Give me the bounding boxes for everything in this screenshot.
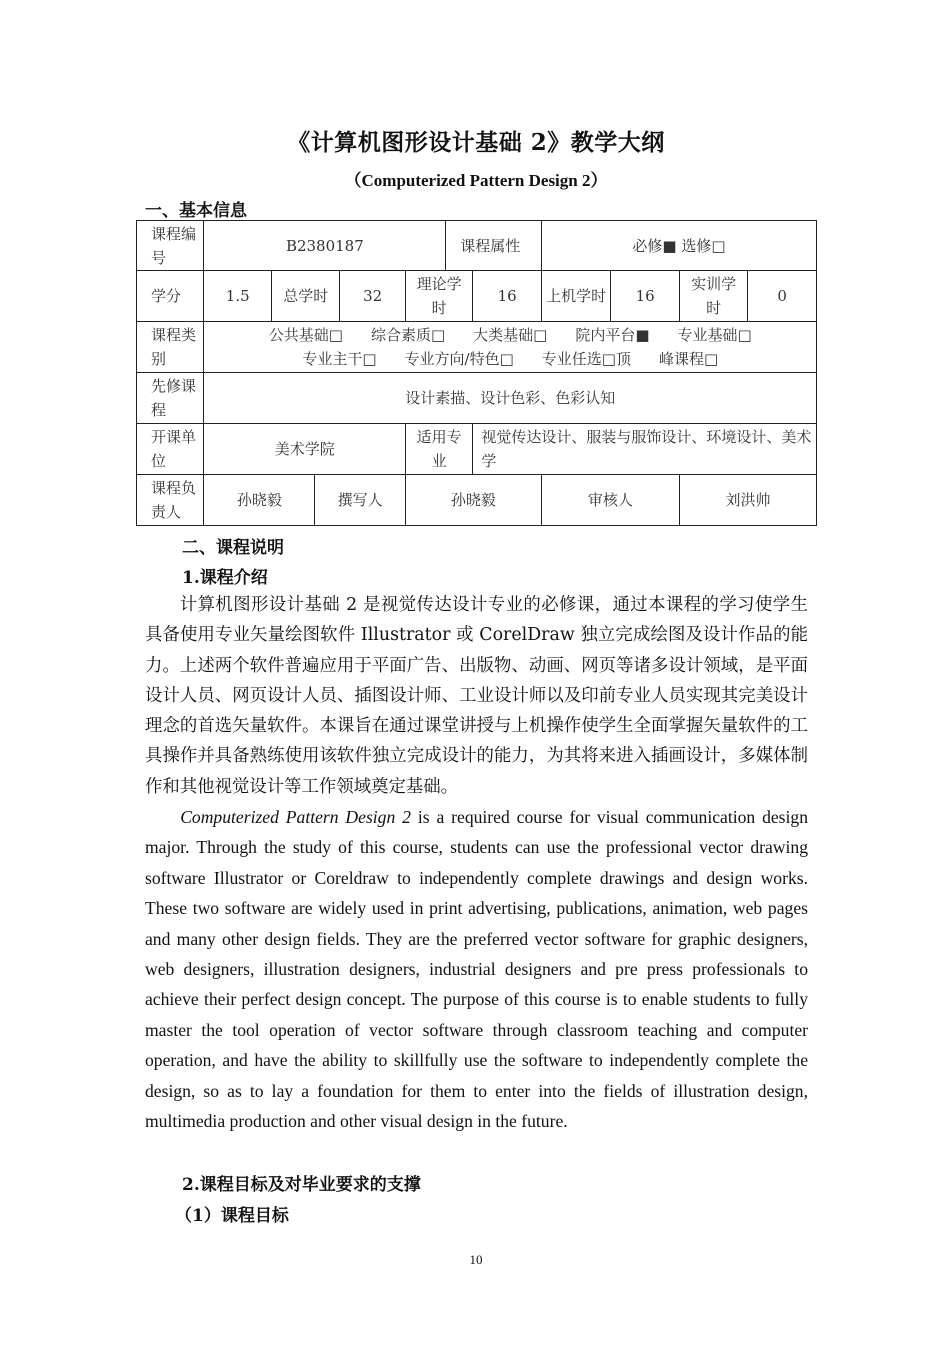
practice-hours-label: 实训学时: [679, 271, 747, 322]
credit-label: 学分: [137, 271, 204, 322]
owner-label: 课程负责人: [137, 475, 204, 526]
category-option-0: 公共基础□: [268, 326, 343, 344]
page-title: 《计算机图形设计基础 2》教学大纲: [287, 129, 665, 156]
category-options: [204, 322, 817, 373]
subheading-goals-1: （1）课程目标: [175, 1206, 289, 1226]
category-option-row2-2: 专业任选□顶: [541, 350, 631, 368]
category-label: 课程类别: [137, 322, 204, 373]
subheading-course-intro: 1.课程介绍: [182, 568, 268, 588]
theory-hours-label: 理论学时: [405, 271, 473, 322]
intro-text-en: is a required course for visual communication design major. Through the study of this course, students can use the professional vector drawing software Illustrator or Coreldraw to independently complete drawings and design works. These two software are widely used in print advertising, publications, animation, web pages and many other design fields. They are the preferred vector software for graphic designers, web designers, illustration designers, industrial designers and pre press professionals to achieve their perfect design concept. The purpose of this course is to enable students to fully master the tool operation of vector software through classroom teaching and computer operation, and have the ability to skillfully use the software to independently complete the design, so as to lay a foundation for them to enter into the fields of illustration design, multimedia production and other visual design in the future.: [145, 807, 809, 1132]
intro-paragraph-zh: 计算机图形设计基础 2 是视觉传达设计专业的必修课，通过本课程的学习使学生具备使用专业矢量绘图软件 Illustrator 或 CorelDraw 独立完成绘图及设计作品的能力。上述两个软件普遍应用于平面广告、出版物、动画、网页等诸多设计领域，是平面设计人员、网页设计人员、插图设计师、工业设计师以及印前专业人员实现其完美设计理念的首选矢量软件。本课旨在通过课堂讲授与上机操作使学生全面掌握矢量软件的工具操作并具备熟练使用该软件独立完成设计的能力，为其将来进入插画设计，多媒体制作和其他视觉设计等工作领域奠定基础。: [145, 595, 808, 797]
table-row: [137, 322, 817, 373]
page-number: 10: [469, 1252, 483, 1267]
course-name-en: Computerized Pattern Design 2: [180, 807, 411, 827]
intro-paragraph-en: [145, 802, 808, 1136]
computer-hours-value: 16: [611, 271, 679, 322]
table-row: [137, 271, 817, 322]
prereq-label: 先修课程: [137, 373, 204, 424]
category-option-row2-0: 专业主干□: [302, 350, 377, 368]
theory-hours-value: 16: [473, 271, 542, 322]
credit-value: 1.5: [204, 271, 271, 322]
dept-value: 美术学院: [204, 424, 405, 475]
category-option-row2-3: 峰课程□: [658, 350, 719, 368]
reviewer-value: 刘洪帅: [679, 475, 816, 526]
category-option-2: 大类基础□: [473, 326, 548, 344]
major-value: 视觉传达设计、服装与服饰设计、环境设计、美术学: [473, 424, 817, 475]
reviewer-label: 审核人: [541, 475, 679, 526]
code-value: B2380187: [204, 221, 446, 271]
major-label: 适用专业: [405, 424, 473, 475]
attr-value: 必修■ 选修□: [541, 221, 816, 271]
category-option-4: 专业基础□: [677, 326, 752, 344]
category-option-1: 综合素质□: [370, 326, 446, 344]
category-option-row2-1: 专业方向/特色□: [404, 350, 514, 368]
section-heading-basic-info: 一、基本信息: [145, 201, 247, 221]
dept-label: 开课单位: [137, 424, 204, 475]
page-subtitle: （Computerized Pattern Design 2）: [344, 171, 608, 190]
total-hours-label: 总学时: [271, 271, 339, 322]
section-heading-course-description: 二、课程说明: [182, 538, 284, 558]
category-option-3: 院内平台■: [575, 326, 650, 344]
table-row: [137, 373, 817, 424]
total-hours-value: 32: [340, 271, 405, 322]
computer-hours-label: 上机学时: [541, 271, 611, 322]
prereq-value: 设计素描、设计色彩、色彩认知: [204, 373, 817, 424]
course-info-table: [136, 220, 817, 526]
owner-value: 孙晓毅: [204, 475, 315, 526]
attr-label: 课程属性: [446, 221, 542, 271]
writer-value: 孙晓毅: [405, 475, 541, 526]
table-row: [137, 221, 817, 271]
writer-label: 撰写人: [315, 475, 406, 526]
code-label: 课程编号: [137, 221, 204, 271]
subheading-course-goals: 2.课程目标及对毕业要求的支撑: [182, 1175, 421, 1195]
table-row: [137, 475, 817, 526]
table-row: [137, 424, 817, 475]
practice-hours-value: 0: [748, 271, 817, 322]
